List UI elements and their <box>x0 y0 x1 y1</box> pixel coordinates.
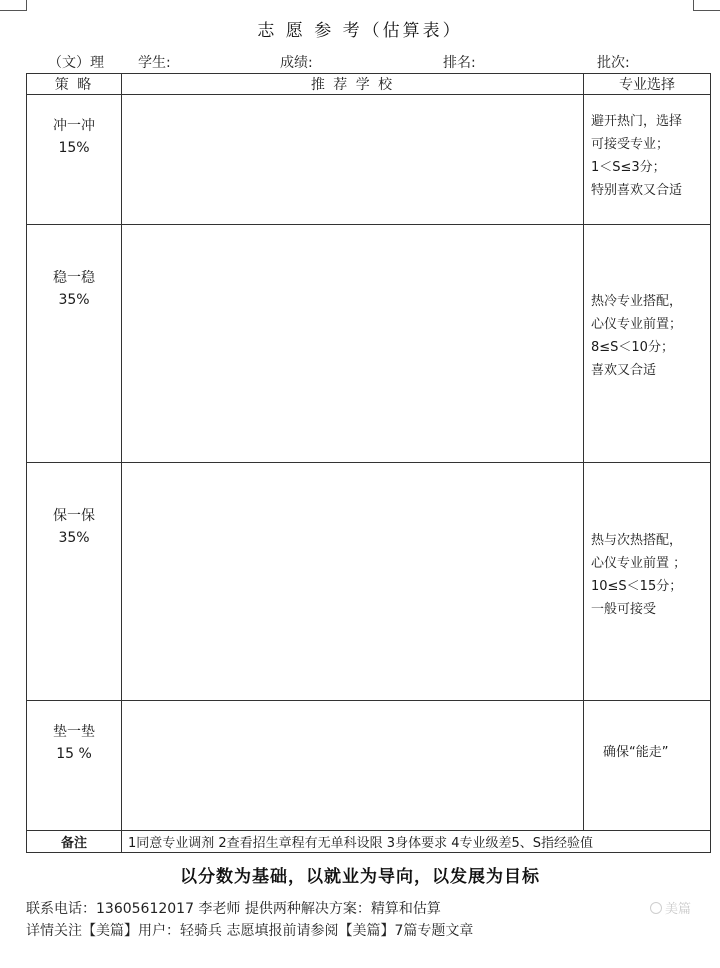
score-label: 成绩: <box>280 55 313 71</box>
watermark-text: 美篇 <box>665 902 692 917</box>
notes-text: 1同意专业调剂 2查看招生章程有无单科设限 3身体要求 4专业级差5、S指经验值 <box>122 831 711 853</box>
major-line: 8≤S＜10分； <box>591 340 674 355</box>
batch-label: 批次: <box>597 55 630 71</box>
table-header-row <box>27 74 711 95</box>
contact-line-2: 详情关注【美篇】用户：轻骑兵 志愿填报前请参阅【美篇】7篇专题文章 <box>26 923 474 939</box>
major-line: 确保“能走” <box>603 745 669 760</box>
school-entry-area-backup[interactable] <box>122 701 584 831</box>
major-line: 热冷专业搭配， <box>591 294 683 309</box>
document-title: 志 愿 参 考（估算表） <box>257 21 463 41</box>
tier-row-backup <box>27 701 711 831</box>
major-line: 心仪专业前置 ； <box>591 556 687 571</box>
watermark <box>650 898 691 917</box>
crop-mark-right <box>693 0 720 11</box>
strategy-cell-reach <box>27 95 122 225</box>
tier-percent: 35% <box>58 530 90 546</box>
school-entry-area-safe[interactable] <box>122 463 584 701</box>
tier-percent: 15 % <box>56 746 92 762</box>
major-line: 特别喜欢又合适 <box>591 183 683 198</box>
major-line: 可接受专业； <box>591 137 670 152</box>
major-line: 避开热门，选择 <box>591 114 683 129</box>
strategy-cell-match <box>27 225 122 463</box>
major-line: 1＜S≤3分； <box>591 160 666 175</box>
rank-label: 排名: <box>443 55 476 71</box>
school-entry-area-reach[interactable] <box>122 95 584 225</box>
major-line: 心仪专业前置； <box>591 317 683 332</box>
tier-name: 稳一稳 <box>53 270 95 286</box>
tier-name: 冲一冲 <box>53 118 95 134</box>
student-label: 学生: <box>138 55 171 71</box>
major-line: 热与次热搭配， <box>591 533 683 548</box>
slogan: 以分数为基础，以就业为导向，以发展为目标 <box>180 867 540 887</box>
notes-label: 备注 <box>27 831 122 853</box>
volunteer-form-table <box>26 73 711 853</box>
major-line: 10≤S＜15分； <box>591 579 683 594</box>
crop-mark-left <box>0 0 27 11</box>
tier-row-reach <box>27 95 711 225</box>
school-entry-area-match[interactable] <box>122 225 584 463</box>
major-cell-backup <box>584 701 711 831</box>
contact-line-1: 联系电话：13605612017 李老师 提供两种解决方案：精算和估算 <box>26 901 441 917</box>
major-line: 一般可接受 <box>591 602 657 617</box>
strategy-header: 策 略 <box>27 74 122 95</box>
major-header: 专业选择 <box>584 74 711 95</box>
major-cell-match <box>584 225 711 463</box>
tier-name: 保一保 <box>53 508 95 524</box>
major-cell-safe <box>584 463 711 701</box>
student-info-row <box>0 52 720 72</box>
major-cell-reach <box>584 95 711 225</box>
meipian-logo-icon <box>650 902 662 914</box>
tier-name: 垫一垫 <box>53 724 95 740</box>
schools-header: 推 荐 学 校 <box>122 74 584 95</box>
strategy-cell-safe <box>27 463 122 701</box>
tier-row-safe <box>27 463 711 701</box>
strategy-cell-backup <box>27 701 122 831</box>
tier-percent: 35% <box>58 292 90 308</box>
tier-percent: 15% <box>58 140 90 156</box>
subject-label: （文）理 <box>48 55 104 71</box>
major-line: 喜欢又合适 <box>591 363 657 378</box>
notes-row <box>27 831 711 853</box>
tier-row-match <box>27 225 711 463</box>
